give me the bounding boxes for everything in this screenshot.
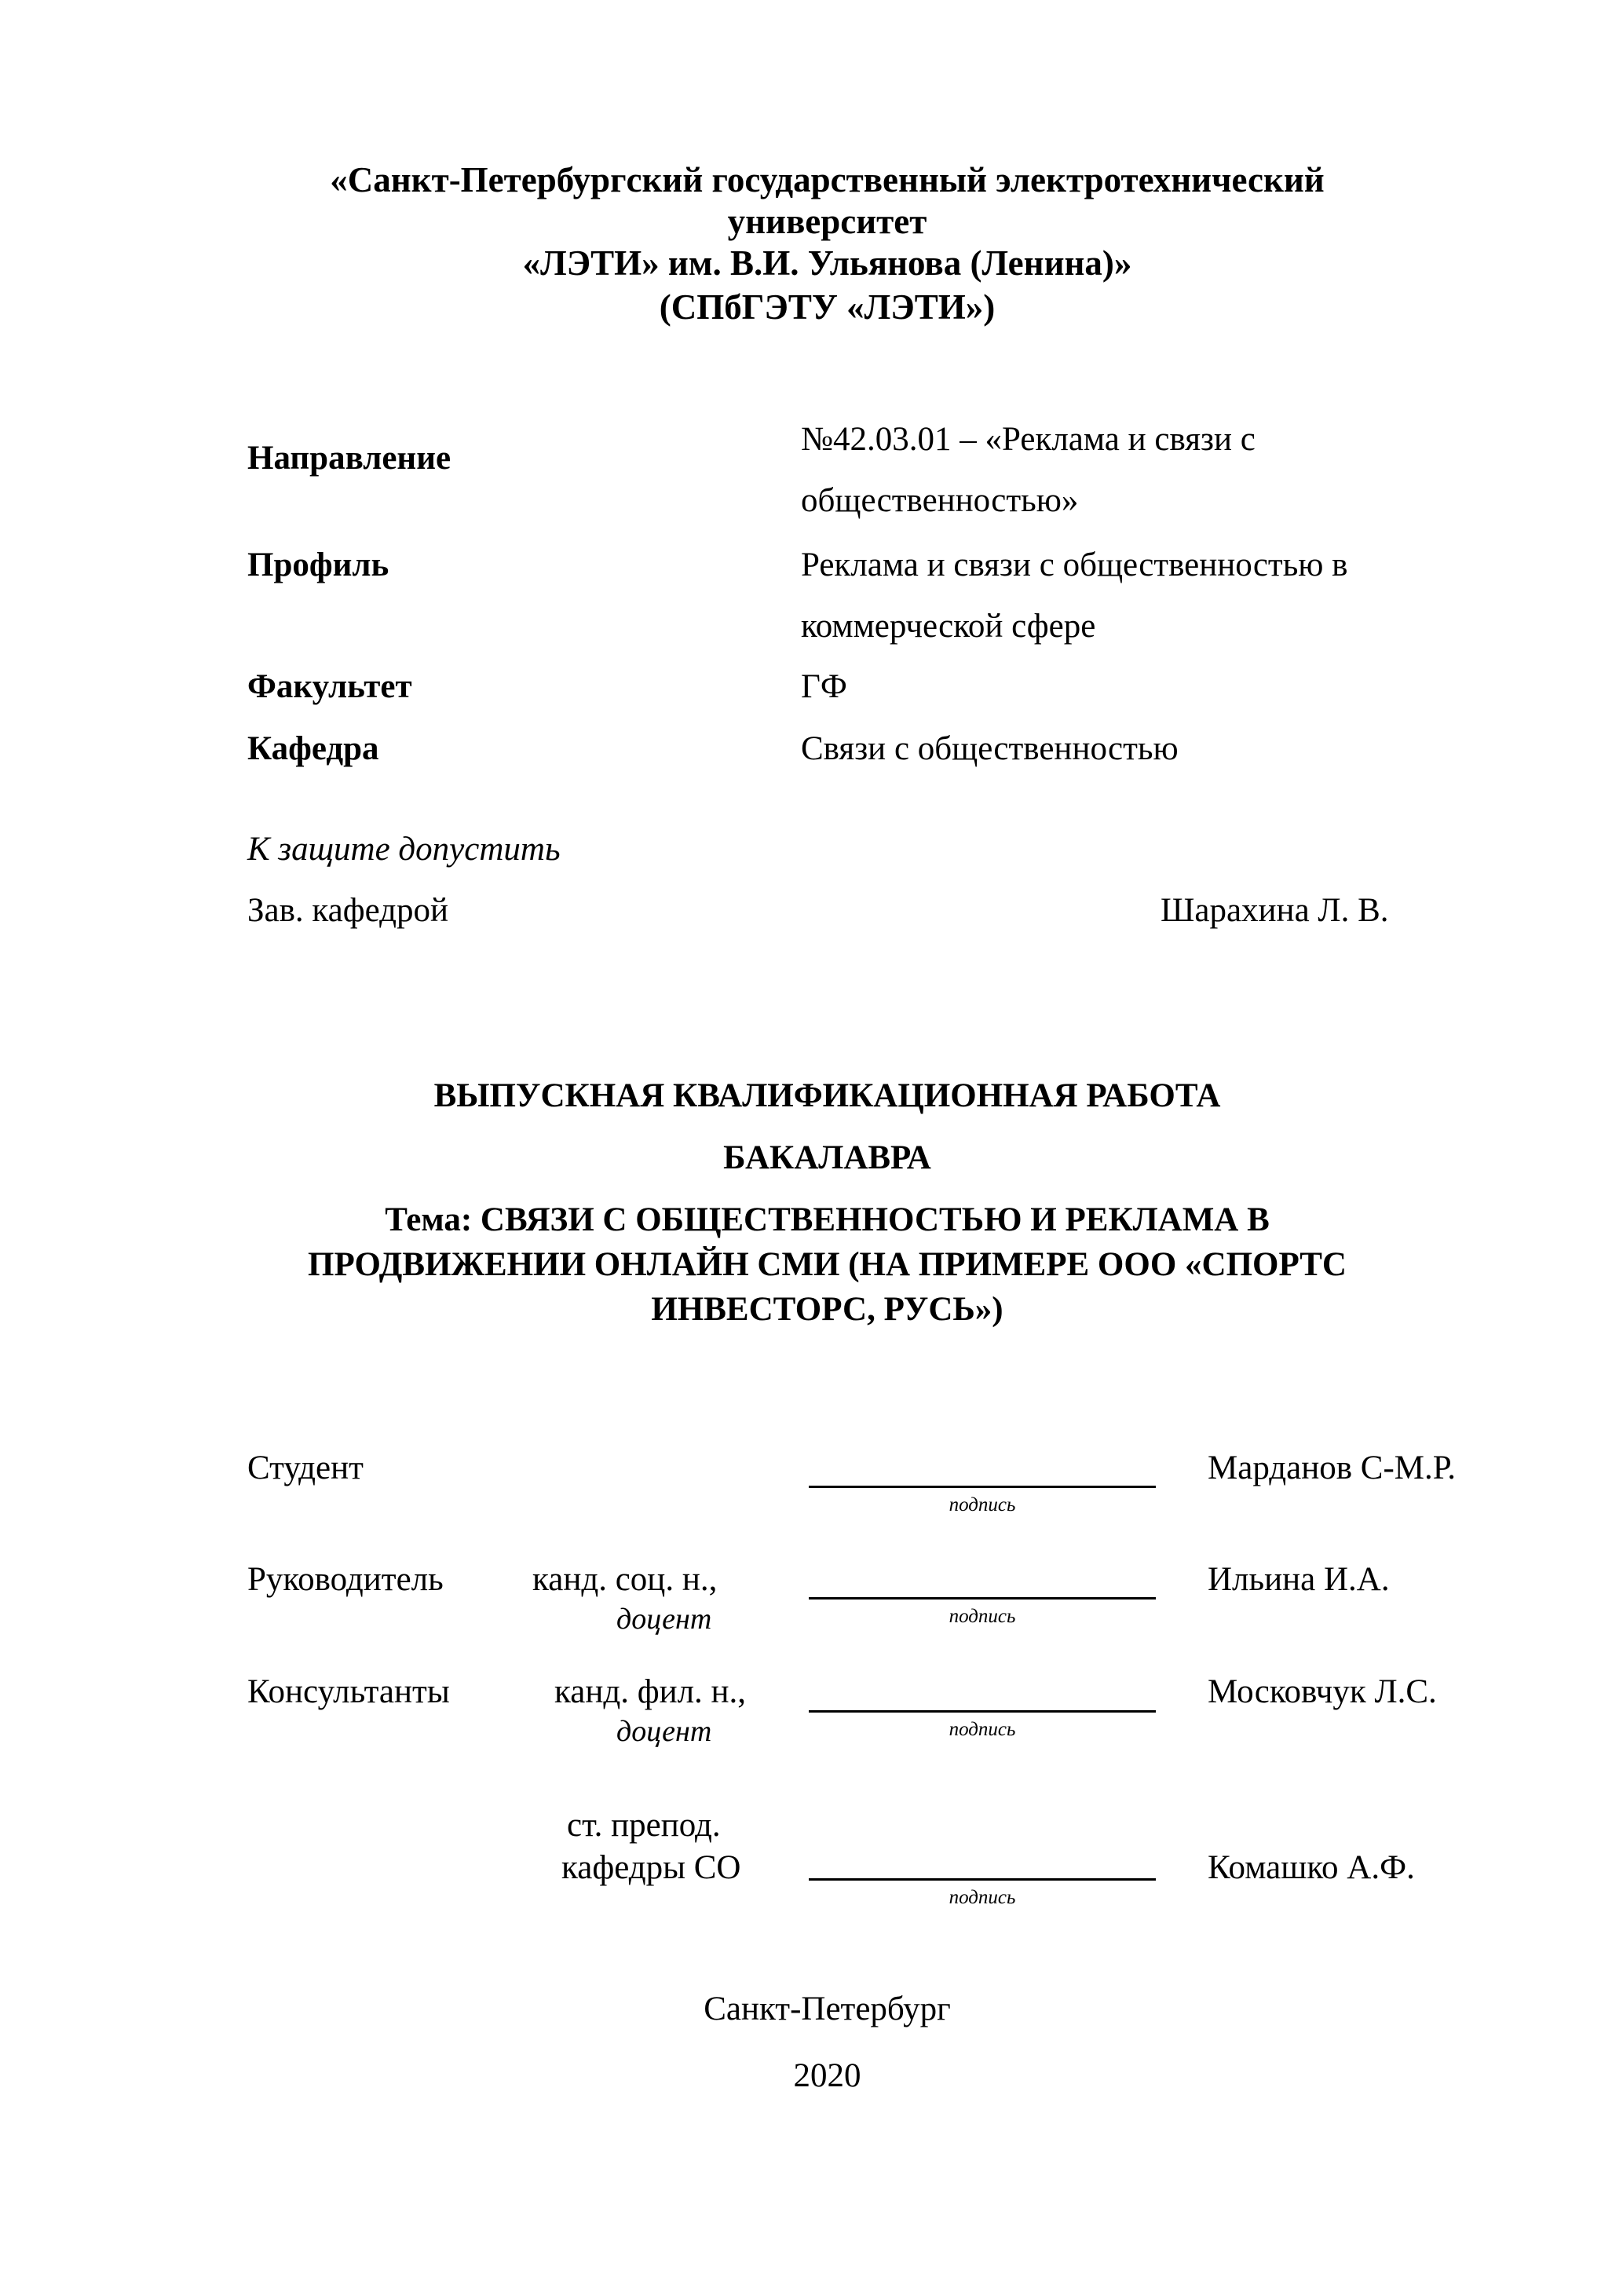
supervisor-degree: канд. соц. н., bbox=[532, 1561, 718, 1598]
faculty-value: ГФ bbox=[801, 668, 847, 705]
consultant-2-signature-caption: подпись bbox=[949, 1887, 1016, 1908]
direction-label: Направление bbox=[247, 440, 451, 477]
consultant-1-degree: канд. фил. н., bbox=[554, 1673, 747, 1710]
consultant-1-name: Московчук Л.С. bbox=[1208, 1673, 1437, 1710]
supervisor-signature-line bbox=[809, 1597, 1156, 1600]
supervisor-signature-caption: подпись bbox=[949, 1606, 1016, 1627]
consultant-1-signature-caption: подпись bbox=[949, 1719, 1016, 1740]
student-role: Студент bbox=[247, 1450, 364, 1486]
city: Санкт-Петербург bbox=[704, 1991, 951, 2027]
university-name-line-1: «Санкт-Петербургский государственный электротехнический bbox=[330, 160, 1325, 199]
consultant-1-signature-line bbox=[809, 1710, 1156, 1713]
year: 2020 bbox=[793, 2057, 861, 2094]
consultant-2-name: Комашко А.Ф. bbox=[1208, 1849, 1415, 1886]
head-of-department-name: Шарахина Л. В. bbox=[1161, 892, 1389, 929]
topic-line-3: ИНВЕСТОРС, РУСЬ») bbox=[651, 1291, 1003, 1328]
profile-label: Профиль bbox=[247, 547, 389, 583]
work-type-line-1: ВЫПУСКНАЯ КВАЛИФИКАЦИОННАЯ РАБОТА bbox=[433, 1077, 1221, 1114]
approval-heading: К защите допустить bbox=[247, 831, 561, 868]
university-name-line-3: «ЛЭТИ» им. В.И. Ульянова (Ленина)» bbox=[522, 243, 1132, 283]
consultant-2-degree-line-2: кафедры СО bbox=[561, 1849, 741, 1886]
direction-value-line-2: общественностью» bbox=[801, 482, 1079, 519]
consultants-role: Консультанты bbox=[247, 1673, 450, 1710]
work-type-line-2: БАКАЛАВРА bbox=[723, 1139, 931, 1176]
consultant-2-signature-line bbox=[809, 1878, 1156, 1881]
department-value: Связи с общественностью bbox=[801, 730, 1179, 767]
supervisor-position: доцент bbox=[616, 1603, 712, 1636]
student-signature-line bbox=[809, 1486, 1156, 1488]
department-label: Кафедра bbox=[247, 730, 379, 767]
faculty-label: Факультет bbox=[247, 668, 412, 705]
head-of-department-role: Зав. кафедрой bbox=[247, 892, 449, 929]
university-abbreviation: (СПбГЭТУ «ЛЭТИ») bbox=[659, 287, 996, 327]
consultant-2-degree-line-1: ст. препод. bbox=[567, 1807, 721, 1844]
student-signature-caption: подпись bbox=[949, 1494, 1016, 1515]
topic-line-1: Тема: СВЯЗИ С ОБЩЕСТВЕННОСТЬЮ И РЕКЛАМА В bbox=[385, 1201, 1270, 1238]
university-name-line-2: университет bbox=[727, 202, 927, 241]
direction-value-line-1: №42.03.01 – «Реклама и связи с bbox=[801, 421, 1256, 458]
profile-value-line-2: коммерческой сфере bbox=[801, 608, 1096, 645]
supervisor-name: Ильина И.А. bbox=[1208, 1561, 1390, 1598]
profile-value-line-1: Реклама и связи с общественностью в bbox=[801, 547, 1348, 583]
supervisor-role: Руководитель bbox=[247, 1561, 444, 1598]
consultant-1-position: доцент bbox=[616, 1715, 712, 1748]
topic-line-2: ПРОДВИЖЕНИИ ОНЛАЙН СМИ (НА ПРИМЕРЕ ООО «СПОРТС bbox=[308, 1246, 1347, 1283]
student-name: Марданов С-М.Р. bbox=[1208, 1450, 1457, 1486]
